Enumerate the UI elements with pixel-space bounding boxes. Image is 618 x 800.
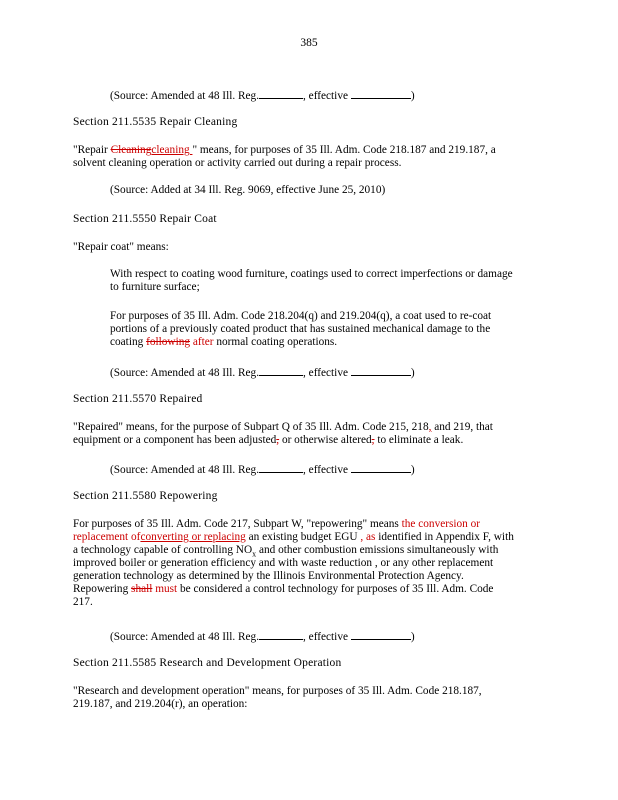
paragraph-line: 217.	[73, 596, 93, 608]
section-heading: Section 211.5550 Repair Coat	[73, 213, 217, 225]
paragraph-line: 219.187, and 219.204(r), an operation:	[73, 698, 248, 710]
paragraph-line	[73, 421, 493, 434]
source-close: )	[410, 631, 415, 643]
text: and other combustion emissions simultaneously with	[256, 544, 499, 556]
text: or otherwise altered	[279, 434, 372, 446]
paragraph-line	[73, 518, 480, 531]
text: Repowering	[73, 583, 132, 595]
text: to eliminate a leak.	[374, 434, 464, 446]
section-heading: Section 211.5570 Repaired	[73, 393, 203, 405]
text: For purposes of 35 Ill. Adm. Code 217, Subpart W, "repowering" means	[73, 518, 402, 530]
inserted-text: ,	[428, 421, 432, 433]
blank-line	[259, 88, 303, 99]
text: identified in Appendix F, with	[375, 531, 514, 543]
source-note: (Source: Added at 34 Ill. Reg. 9069, effective June 25, 2010)	[110, 184, 386, 196]
source-effective: , effective	[303, 367, 348, 379]
paragraph-line: generation technology as determined by the Illinois Environmental Protection Agency.	[73, 570, 464, 582]
deleted-text: shall	[131, 583, 153, 595]
source-effective: , effective	[303, 464, 348, 476]
deleted-text: Cleaning	[110, 144, 152, 156]
blank-line	[259, 462, 303, 473]
paragraph-line: For purposes of 35 Ill. Adm. Code 218.204(q) and 219.204(q), a coat used to re-coat	[110, 310, 492, 322]
text: coating	[110, 336, 147, 348]
paragraph-line: improved boiler or generation efficiency and with waste reduction , or any other replacement	[73, 557, 494, 569]
paragraph-line: "Repair coat" means:	[73, 241, 169, 253]
source-effective: , effective	[303, 90, 348, 102]
source-text: (Source: Amended at 48 Ill. Reg.	[110, 464, 260, 476]
paragraph-line: With respect to coating wood furniture, coatings used to correct imperfections or damage	[110, 268, 513, 280]
page-number: 385	[300, 37, 318, 49]
blank-line	[351, 365, 411, 376]
text: be considered a control technology for purposes of 35 Ill. Adm. Code	[177, 583, 494, 595]
source-note	[110, 365, 415, 380]
source-note	[110, 629, 415, 644]
text: "Repair	[73, 144, 111, 156]
paragraph-line: solvent cleaning operation or activity carried out during a repair process.	[73, 157, 402, 169]
inserted-text: the conversion or	[401, 518, 481, 530]
source-effective: , effective	[303, 631, 348, 643]
source-note	[110, 462, 415, 477]
inserted-text: cleaning	[151, 144, 193, 156]
text: "Repaired" means, for the purpose of Subpart Q of 35 Ill. Adm. Code 215, 218	[73, 421, 429, 433]
source-text: (Source: Amended at 48 Ill. Reg.	[110, 367, 260, 379]
text: a technology capable of controlling NO	[73, 544, 253, 556]
inserted-text: after	[190, 336, 214, 348]
paragraph-line	[73, 531, 514, 544]
text: and 219, that	[431, 421, 493, 433]
paragraph-line	[73, 434, 463, 447]
source-note	[110, 88, 415, 103]
blank-line	[351, 629, 411, 640]
blank-line	[351, 88, 411, 99]
text: normal coating operations.	[213, 336, 338, 348]
paragraph-line: to furniture surface;	[110, 281, 200, 293]
paragraph-line	[73, 583, 493, 596]
paragraph-line: "Research and development operation" means, for purposes of 35 Ill. Adm. Code 218.187,	[73, 685, 482, 697]
source-text: (Source: Amended at 48 Ill. Reg.	[110, 90, 260, 102]
text: " means, for purposes of 35 Ill. Adm. Code 218.187 and 219.187, a	[192, 144, 496, 156]
deleted-text: ,	[276, 434, 280, 446]
deleted-text: following	[146, 336, 191, 348]
inserted-text: replacement of	[73, 531, 141, 543]
section-heading: Section 211.5535 Repair Cleaning	[73, 116, 238, 128]
deleted-text: ,	[371, 434, 375, 446]
inserted-text: , as	[357, 531, 376, 543]
paragraph-line	[110, 336, 337, 349]
section-heading: Section 211.5580 Repowering	[73, 490, 218, 502]
paragraph-line	[73, 144, 496, 157]
blank-line	[259, 365, 303, 376]
text: equipment or a component has been adjusted	[73, 434, 277, 446]
section-heading: Section 211.5585 Research and Development Operation	[73, 657, 342, 669]
blank-line	[351, 462, 411, 473]
text: an existing budget EGU	[245, 531, 358, 543]
inserted-text: converting or replacing	[140, 531, 246, 543]
subscript: x	[252, 549, 257, 559]
source-close: )	[410, 464, 415, 476]
source-close: )	[410, 90, 415, 102]
blank-line	[259, 629, 303, 640]
source-text: (Source: Amended at 48 Ill. Reg.	[110, 631, 260, 643]
source-close: )	[410, 367, 415, 379]
inserted-text: must	[152, 583, 178, 595]
paragraph-line: portions of a previously coated product that has sustained mechanical damage to the	[110, 323, 491, 335]
